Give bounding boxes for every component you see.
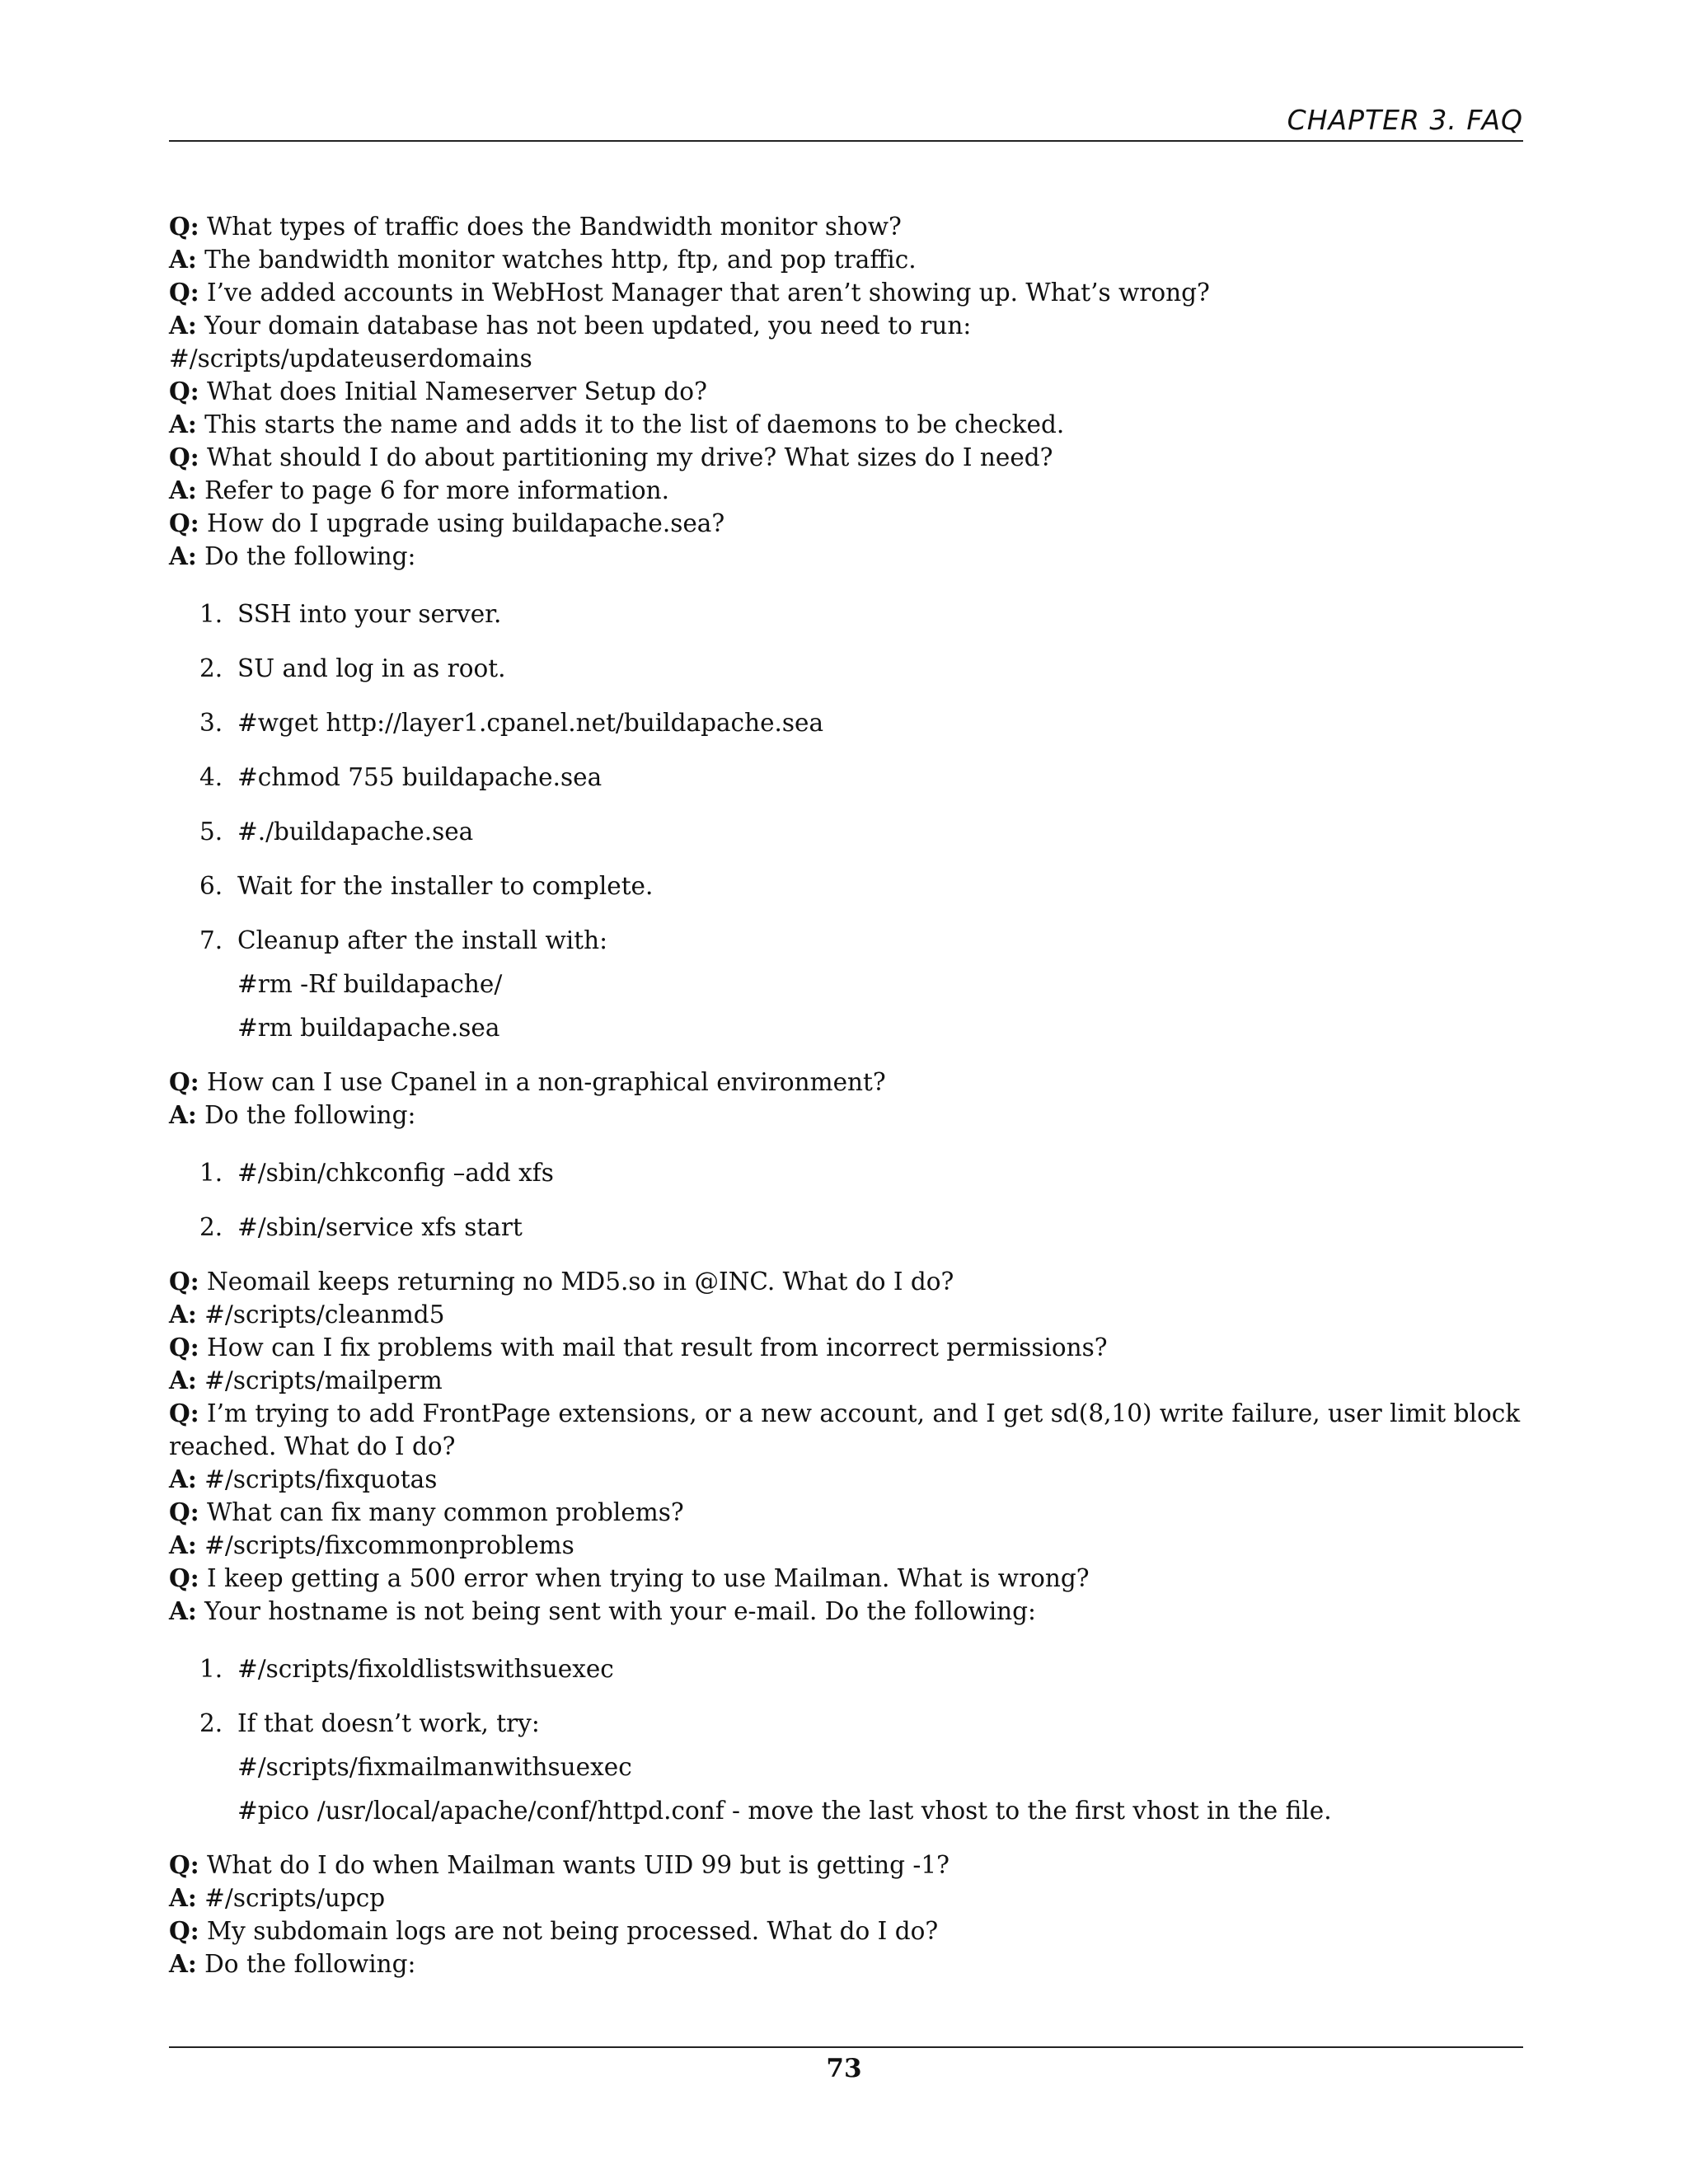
line-text: How do I upgrade using buildapache.sea? bbox=[199, 509, 725, 537]
question-line bbox=[169, 1265, 1523, 1298]
line-text: #/scripts/fixquotas bbox=[196, 1465, 438, 1493]
line-text: Do the following: bbox=[196, 1101, 416, 1129]
line-text: What can fix many common problems? bbox=[199, 1498, 684, 1526]
question-label: Q: bbox=[169, 1850, 199, 1879]
list-item-text: Wait for the installer to complete. bbox=[237, 872, 654, 900]
question-label: Q: bbox=[169, 1067, 199, 1096]
faq-block bbox=[169, 1265, 1523, 1628]
list-item-text: #wget http://layer1.cpanel.net/buildapache.sea bbox=[237, 709, 824, 737]
answer-line bbox=[169, 1364, 1523, 1397]
list-item-text: #/sbin/chkconfig –add xfs bbox=[237, 1159, 554, 1187]
answer-line bbox=[169, 1595, 1523, 1628]
list-item bbox=[169, 706, 1523, 739]
question-line bbox=[169, 1397, 1523, 1463]
question-label: Q: bbox=[169, 1563, 199, 1592]
line-text: What does Initial Nameserver Setup do? bbox=[199, 377, 707, 405]
command-line: #/scripts/fixmailmanwithsuexec bbox=[237, 1753, 632, 1781]
faq-block bbox=[169, 210, 1523, 573]
answer-line bbox=[169, 243, 1523, 276]
list-item-text: #/scripts/fixoldlistswithsuexec bbox=[237, 1655, 614, 1683]
question-label: Q: bbox=[169, 212, 199, 241]
line-text: #/scripts/updateuserdomains bbox=[169, 344, 532, 373]
answer-line bbox=[169, 1947, 1523, 1980]
line-text: #/scripts/cleanmd5 bbox=[196, 1301, 445, 1329]
answer-label: A: bbox=[169, 410, 197, 438]
line-text: Do the following: bbox=[196, 1950, 416, 1978]
line-text: What should I do about partitioning my drive? What sizes do I need? bbox=[199, 443, 1053, 471]
question-label: Q: bbox=[169, 509, 199, 537]
question-line bbox=[169, 1066, 1523, 1099]
command-line: #rm -Rf buildapache/ bbox=[237, 970, 503, 998]
answer-label: A: bbox=[169, 1100, 197, 1129]
answer-line bbox=[169, 408, 1523, 441]
answer-line bbox=[169, 474, 1523, 507]
answer-label: A: bbox=[169, 1366, 197, 1394]
question-line bbox=[169, 1849, 1523, 1882]
list-item bbox=[169, 1156, 1523, 1189]
list-number: 1. bbox=[199, 1655, 223, 1683]
list-item bbox=[169, 869, 1523, 902]
answer-label: A: bbox=[169, 1596, 197, 1625]
page-number: 73 bbox=[826, 2054, 862, 2083]
answer-label: A: bbox=[169, 1300, 197, 1329]
question-line bbox=[169, 1562, 1523, 1595]
list-item-text: Cleanup after the install with: bbox=[237, 926, 608, 954]
answer-label: A: bbox=[169, 1530, 197, 1559]
question-label: Q: bbox=[169, 443, 199, 471]
question-line bbox=[169, 1915, 1523, 1947]
numbered-list bbox=[169, 598, 1523, 1044]
answer-line bbox=[169, 540, 1523, 573]
list-number: 7. bbox=[199, 926, 223, 954]
question-line bbox=[169, 375, 1523, 408]
question-label: Q: bbox=[169, 377, 199, 405]
command-line: #rm buildapache.sea bbox=[237, 1014, 500, 1042]
list-number: 4. bbox=[199, 763, 223, 791]
answer-label: A: bbox=[169, 311, 197, 340]
question-label: Q: bbox=[169, 1333, 199, 1361]
list-number: 2. bbox=[199, 1213, 223, 1241]
list-number: 5. bbox=[199, 818, 223, 846]
list-item-text: #./buildapache.sea bbox=[237, 818, 474, 846]
list-item bbox=[169, 1652, 1523, 1685]
answer-label: A: bbox=[169, 476, 197, 504]
question-line bbox=[169, 441, 1523, 474]
list-number: 6. bbox=[199, 872, 223, 900]
line-text: What types of traffic does the Bandwidth monitor show? bbox=[199, 213, 902, 241]
faq-block bbox=[169, 1849, 1523, 1980]
line-text: Do the following: bbox=[196, 542, 416, 570]
line-text: What do I do when Mailman wants UID 99 but is getting -1? bbox=[199, 1851, 950, 1879]
line-text: #/scripts/upcp bbox=[196, 1884, 386, 1912]
line-text: #/scripts/mailperm bbox=[196, 1366, 443, 1394]
list-item bbox=[169, 761, 1523, 794]
line-text: I keep getting a 500 error when trying to use Mailman. What is wrong? bbox=[199, 1564, 1090, 1592]
numbered-list bbox=[169, 1156, 1523, 1244]
question-label: Q: bbox=[169, 1399, 199, 1427]
faq-block bbox=[169, 1066, 1523, 1132]
list-item-text: #/sbin/service xfs start bbox=[237, 1213, 523, 1241]
list-item-text: If that doesn’t work, try: bbox=[237, 1709, 540, 1737]
question-label: Q: bbox=[169, 1916, 199, 1945]
line-text: The bandwidth monitor watches http, ftp, and pop traffic. bbox=[196, 246, 917, 274]
list-number: 3. bbox=[199, 709, 223, 737]
list-item bbox=[169, 652, 1523, 685]
page-header bbox=[169, 0, 1523, 142]
line-text: I’ve added accounts in WebHost Manager that aren’t showing up. What’s wrong? bbox=[199, 279, 1210, 307]
list-item bbox=[169, 924, 1523, 1044]
question-label: Q: bbox=[169, 278, 199, 307]
list-number: 2. bbox=[199, 1709, 223, 1737]
list-item bbox=[169, 598, 1523, 630]
answer-line bbox=[169, 309, 1523, 342]
answer-line bbox=[169, 1099, 1523, 1132]
running-head: CHAPTER 3. FAQ bbox=[1287, 104, 1523, 136]
answer-line bbox=[169, 1298, 1523, 1331]
list-number: 2. bbox=[199, 654, 223, 682]
answer-label: A: bbox=[169, 541, 197, 570]
question-label: Q: bbox=[169, 1497, 199, 1526]
answer-label: A: bbox=[169, 245, 197, 274]
line-text: Your hostname is not being sent with your e-mail. Do the following: bbox=[196, 1597, 1036, 1625]
text-line bbox=[169, 342, 1523, 375]
list-item-text: SSH into your server. bbox=[237, 600, 502, 628]
question-line bbox=[169, 507, 1523, 540]
line-text: How can I fix problems with mail that result from incorrect permissions? bbox=[199, 1333, 1108, 1361]
question-line bbox=[169, 1331, 1523, 1364]
line-text: My subdomain logs are not being processed. What do I do? bbox=[199, 1917, 939, 1945]
answer-line bbox=[169, 1463, 1523, 1496]
faq-content bbox=[169, 210, 1523, 1980]
line-text: #/scripts/fixcommonproblems bbox=[196, 1531, 574, 1559]
line-text: Neomail keeps returning no MD5.so in @INC. What do I do? bbox=[199, 1268, 954, 1296]
list-item bbox=[169, 1707, 1523, 1827]
line-text: I’m trying to add FrontPage extensions, or a new account, and I get sd(8,10) write failure, user limit block reached. What do I do? bbox=[169, 1399, 1521, 1460]
answer-label: A: bbox=[169, 1949, 197, 1978]
footer-rule bbox=[169, 2046, 1523, 2048]
question-label: Q: bbox=[169, 1267, 199, 1296]
list-item-text: SU and log in as root. bbox=[237, 654, 506, 682]
list-number: 1. bbox=[199, 1159, 223, 1187]
question-line bbox=[169, 1496, 1523, 1529]
line-text: Your domain database has not been updated, you need to run: bbox=[196, 312, 972, 340]
answer-line bbox=[169, 1529, 1523, 1562]
answer-label: A: bbox=[169, 1465, 197, 1493]
line-text: This starts the name and adds it to the list of daemons to be checked. bbox=[196, 410, 1065, 438]
question-line bbox=[169, 210, 1523, 243]
list-number: 1. bbox=[199, 600, 223, 628]
answer-line bbox=[169, 1882, 1523, 1915]
numbered-list bbox=[169, 1652, 1523, 1827]
list-item bbox=[169, 815, 1523, 848]
command-line: #pico /usr/local/apache/conf/httpd.conf - move the last vhost to the first vhost in the file. bbox=[237, 1797, 1332, 1825]
line-text: Refer to page 6 for more information. bbox=[196, 476, 670, 504]
question-line bbox=[169, 276, 1523, 309]
answer-label: A: bbox=[169, 1883, 197, 1912]
line-text: How can I use Cpanel in a non-graphical environment? bbox=[199, 1068, 886, 1096]
list-item bbox=[169, 1211, 1523, 1244]
list-item-text: #chmod 755 buildapache.sea bbox=[237, 763, 603, 791]
